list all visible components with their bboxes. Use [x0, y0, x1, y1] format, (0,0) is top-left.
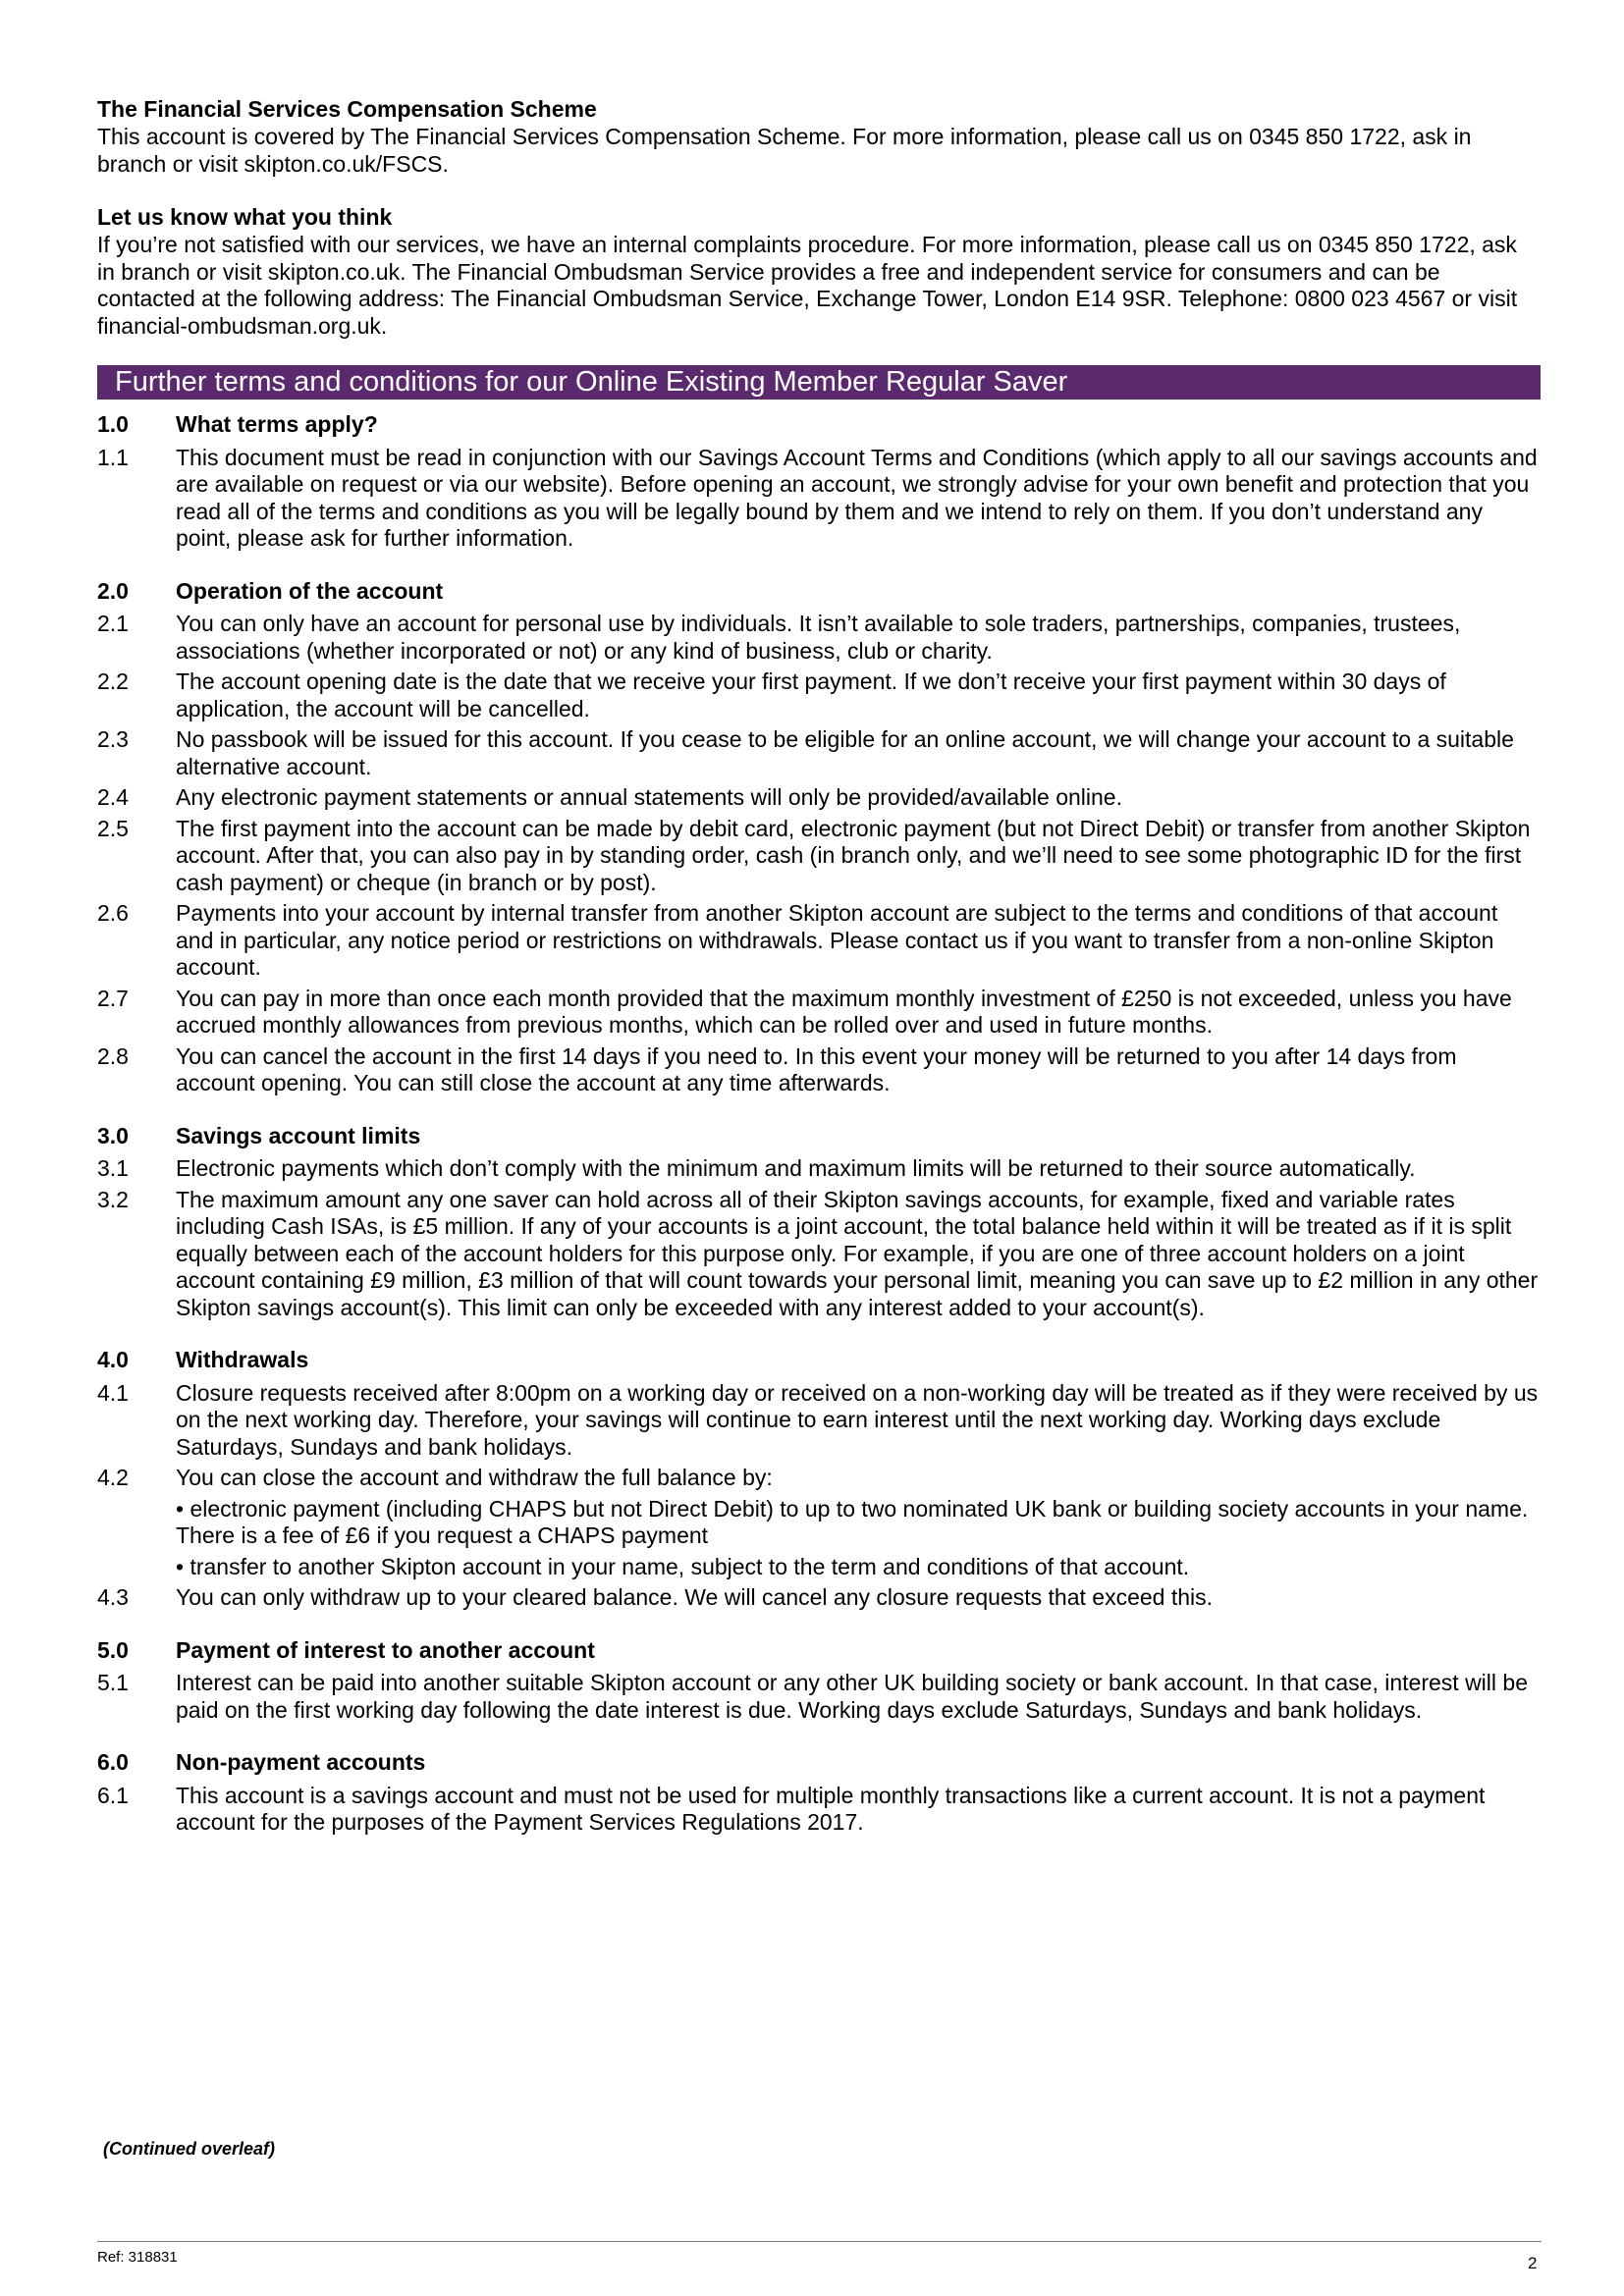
- section-heading: [97, 578, 1541, 606]
- clause-text: Any electronic payment statements or annual statements will only be provided/available online.: [176, 784, 1122, 810]
- clause-bullet: • electronic payment (including CHAPS but not Direct Debit) to up to two nominated UK bank or building society accounts in your name. There is a fee of £6 if you request a CHAPS payment: [176, 1495, 1529, 1548]
- terms-sections: [97, 411, 1541, 1837]
- clause-number: 2.1: [97, 611, 129, 636]
- clause-text: Interest can be paid into another suitable Skipton account or any other UK building society or bank account. In that case, interest will be paid on the first working day following the date interest is due. Working days exclude Saturdays, Sundays and bank holidays.: [176, 1670, 1528, 1723]
- clause-text: You can cancel the account in the first 14 days if you need to. In this event your money will be returned to you after 14 days from account opening. You can still close the account at any time afterwards.: [176, 1042, 1457, 1095]
- clause-number: 2.5: [97, 815, 129, 841]
- section-heading: [97, 1637, 1541, 1665]
- clause-text: No passbook will be issued for this account. If you cease to be eligible for an online account, we will change your account to a suitable alternative account.: [176, 726, 1514, 779]
- clause-number: 2.2: [97, 668, 129, 694]
- clause-text: You can only have an account for personal use by individuals. It isn’t available to sole traders, partnerships, companies, trustees, associations (whether incorporated or not) or any kind of business, club or charity.: [176, 611, 1461, 664]
- section-number: 3.0: [97, 1122, 129, 1148]
- section-4: [97, 1347, 1541, 1612]
- clause-number: 2.6: [97, 900, 129, 926]
- section-title: Savings account limits: [176, 1122, 421, 1148]
- continued-note: (Continued overleaf): [103, 2139, 276, 2159]
- clause: [97, 900, 1541, 982]
- section-number: 2.0: [97, 577, 129, 604]
- clause: [97, 726, 1541, 780]
- section-number: 5.0: [97, 1636, 129, 1663]
- clause-text: The maximum amount any one saver can hold across all of their Skipton savings accounts, for example, fixed and variable rates including Cash ISAs, is £5 million. If any of your accounts is a joint account, the total balance held within it will be treated as if it is split equally between each of the account holders for this purpose only. For example, if you are one of three account holders on a joint account containing £9 million, £3 million of that will count towards your personal limit, meaning you can save up to £2 million in any other Skipton savings account(s). This limit can only be exceeded with any interest added to your account(s).: [176, 1186, 1539, 1320]
- clause-text: Payments into your account by internal transfer from another Skipton account are subject to the terms and conditions of that account and in particular, any notice period or restrictions on withdrawals. Please contact us if you want to transfer from a non-online Skipton account.: [176, 900, 1498, 980]
- clause-number: 4.2: [97, 1465, 129, 1490]
- clause-number: 3.1: [97, 1155, 129, 1181]
- clause: [97, 1670, 1541, 1724]
- clause: [97, 1187, 1541, 1322]
- clause-text: You can pay in more than once each month provided that the maximum monthly investment of £250 is not exceeded, unless you have accrued monthly allowances from previous months, which can be rolled over and used in future months.: [176, 985, 1512, 1038]
- clause-text: You can only withdraw up to your cleared balance. We will cancel any closure requests that exceed this.: [176, 1584, 1214, 1610]
- section-number: 1.0: [97, 411, 129, 437]
- clause-text: The account opening date is the date that we receive your first payment. If we don’t receive your first payment within 30 days of application, the account will be cancelled.: [176, 668, 1446, 721]
- clause-bullet: • transfer to another Skipton account in your name, subject to the term and conditions of that account.: [176, 1553, 1190, 1579]
- clause-text: This document must be read in conjunction with our Savings Account Terms and Conditions (which apply to all our savings accounts and are available on request or via our website). Before opening an account, we strongly advise for your own benefit and protection that you read all of the terms and conditions as you will be legally bound by them and we intend to rely on them. If you don’t understand any point, please ask for further information.: [176, 444, 1538, 551]
- fscs-heading: The Financial Services Compensation Scheme: [97, 96, 597, 122]
- document-page: [97, 95, 1541, 1862]
- fscs-body: This account is covered by The Financial Services Compensation Scheme. For more information, please call us on 0345 850 1722, ask in branch or visit skipton.co.uk/FSCS.: [97, 124, 1472, 177]
- feedback-heading: Let us know what you think: [97, 204, 393, 230]
- section-6: [97, 1749, 1541, 1837]
- section-banner: Further terms and conditions for our Online Existing Member Regular Saver: [97, 365, 1541, 400]
- section-heading: [97, 1749, 1541, 1777]
- clause: [97, 668, 1541, 722]
- clause: [97, 611, 1541, 665]
- section-title: Operation of the account: [176, 577, 444, 604]
- clause: [97, 1380, 1541, 1462]
- section-number: 4.0: [97, 1347, 129, 1372]
- clause-number: 4.1: [97, 1379, 129, 1406]
- section-3: [97, 1123, 1541, 1322]
- clause-number: 2.3: [97, 726, 129, 752]
- section-number: 6.0: [97, 1749, 129, 1775]
- section-2: [97, 578, 1541, 1097]
- clause-number: 5.1: [97, 1670, 129, 1695]
- clause: [97, 1584, 1541, 1612]
- feedback-block: [97, 203, 1541, 340]
- clause: [97, 445, 1541, 553]
- clause-text: You can close the account and withdraw the full balance by:: [176, 1465, 773, 1490]
- clause-text: This account is a savings account and must not be used for multiple monthly transactions like a current account. It is not a payment account for the purposes of the Payment Services Regulations 2017.: [176, 1782, 1486, 1835]
- clause-text: The first payment into the account can be made by debit card, electronic payment (but not Direct Debit) or transfer from another Skipton account. After that, you can also pay in by standing order, cash (in branch only, and we’ll need to see some photographic ID for the first cash payment) or cheque (in branch or by post).: [176, 815, 1531, 895]
- footer-divider: [97, 2241, 1542, 2242]
- clause-number: 2.8: [97, 1042, 129, 1069]
- clause: [97, 1783, 1541, 1837]
- clause-number: 2.7: [97, 985, 129, 1011]
- section-5: [97, 1637, 1541, 1725]
- clause: [97, 784, 1541, 812]
- clause: [97, 816, 1541, 897]
- clause: [97, 1155, 1541, 1183]
- feedback-body: If you’re not satisfied with our services, we have an internal complaints procedure. For more information, please call us on 0345 850 1722, ask in branch or visit skipton.co.uk. The Financial Ombudsman Service provides a free and independent service for consumers and can be contacted at the following address: The Financial Ombudsman Service, Exchange Tower, London E14 9SR. Telephone: 0800 023 4567 or visit financial-ombudsman.org.uk.: [97, 232, 1518, 339]
- reference-number: Ref: 318831: [97, 2249, 178, 2266]
- clause-number: 3.2: [97, 1186, 129, 1212]
- clause: [97, 986, 1541, 1040]
- section-title: Non-payment accounts: [176, 1749, 426, 1775]
- clause-number: 2.4: [97, 784, 129, 810]
- section-1: [97, 411, 1541, 553]
- clause-text: Closure requests received after 8:00pm on a working day or received on a non-working day will be treated as if they were received by us on the next working day. Therefore, your savings will continue to earn interest until the next working day. Working days exclude Saturdays, Sundays and bank holidays.: [176, 1379, 1539, 1460]
- clause-text: Electronic payments which don’t comply with the minimum and maximum limits will be returned to their source automatically.: [176, 1155, 1416, 1181]
- section-heading: [97, 1347, 1541, 1374]
- section-title: Withdrawals: [176, 1347, 309, 1372]
- page-number: 2: [1528, 2254, 1538, 2272]
- clause-number: 4.3: [97, 1584, 129, 1610]
- section-title: What terms apply?: [176, 411, 378, 437]
- clause: [97, 1043, 1541, 1097]
- clause-number: 6.1: [97, 1782, 129, 1808]
- clause: [97, 1465, 1541, 1492]
- clause-number: 1.1: [97, 444, 129, 470]
- section-title: Payment of interest to another account: [176, 1636, 595, 1663]
- section-heading: [97, 411, 1541, 439]
- fscs-block: [97, 95, 1541, 178]
- section-heading: [97, 1123, 1541, 1150]
